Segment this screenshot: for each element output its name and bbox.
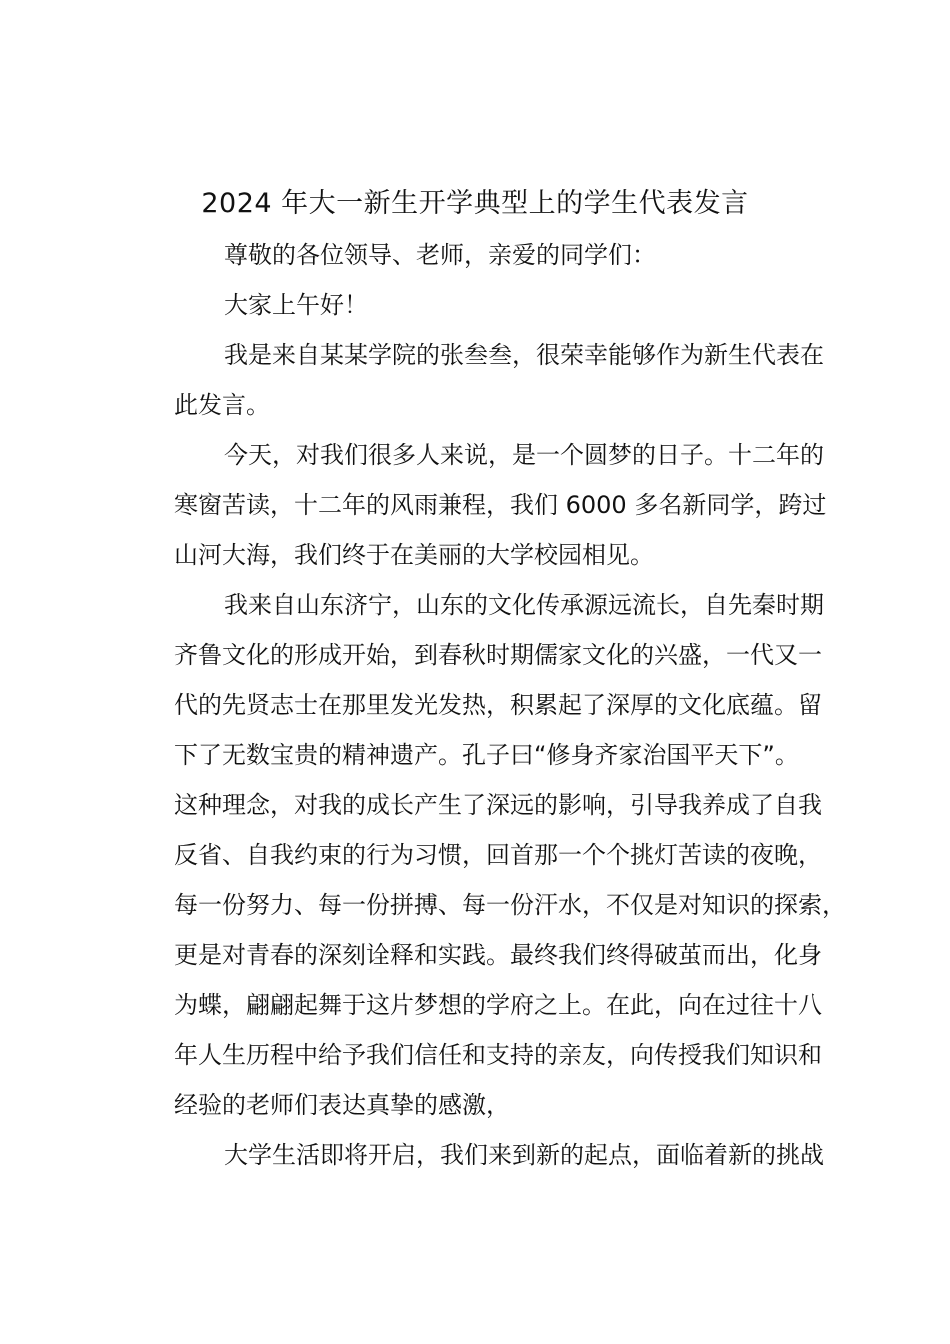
text-line: 更是对青春的深刻诠释和实践。最终我们终得破茧而出，化身 [174, 941, 822, 969]
text-line: 我来自山东济宁，山东的文化传承源远流长，自先秦时期 [224, 591, 824, 619]
text-line: 每一份努力、每一份拼搏、每一份汗水，不仅是对知识的探索， [174, 891, 846, 919]
paragraph-hometown [126, 580, 846, 1130]
text-line: 寒窗苦读，十二年的风雨兼程，我们 6000 多名新同学，跨过 [174, 491, 827, 519]
text-line: 这种理念，对我的成长产生了深远的影响，引导我养成了自我 [174, 791, 822, 819]
document-body [126, 230, 846, 1180]
text-line: 大学生活即将开启，我们来到新的起点，面临着新的挑战 [224, 1141, 824, 1169]
text-line: 山河大海，我们终于在美丽的大学校园相见。 [174, 541, 654, 569]
text-line: 代的先贤志士在那里发光发热，积累起了深厚的文化底蕴。留 [174, 691, 822, 719]
paragraph-hello [126, 280, 838, 330]
text-line: 反省、自我约束的行为习惯，回首那一个个挑灯苦读的夜晚， [174, 841, 822, 869]
paragraph-today [126, 430, 838, 580]
text-line: 今天，对我们很多人来说，是一个圆梦的日子。十二年的 [224, 441, 824, 469]
document-title: 2024 年大一新生开学典型上的学生代表发言 [201, 188, 749, 219]
text-line: 为蝶，翩翩起舞于这片梦想的学府之上。在此，向在过往十八 [174, 991, 822, 1019]
text-line: 齐鲁文化的形成开始，到春秋时期儒家文化的兴盛，一代又一 [174, 641, 822, 669]
text-line: 此发言。 [174, 391, 270, 419]
paragraph-intro [126, 330, 838, 430]
paragraph-college-life [126, 1130, 838, 1180]
text-line: 年人生历程中给予我们信任和支持的亲友，向传授我们知识和 [174, 1041, 822, 1069]
text-line: 我是来自某某学院的张叁叁，很荣幸能够作为新生代表在 [224, 341, 824, 369]
text-line: 尊敬的各位领导、老师，亲爱的同学们： [224, 241, 656, 269]
paragraph-greeting [126, 230, 838, 280]
text-line: 经验的老师们表达真挚的感激， [174, 1091, 510, 1119]
text-line: 大家上午好！ [224, 291, 368, 319]
text-line: 下了无数宝贵的精神遗产。孔子曰“修身齐家治国平天下”。 [174, 741, 799, 769]
